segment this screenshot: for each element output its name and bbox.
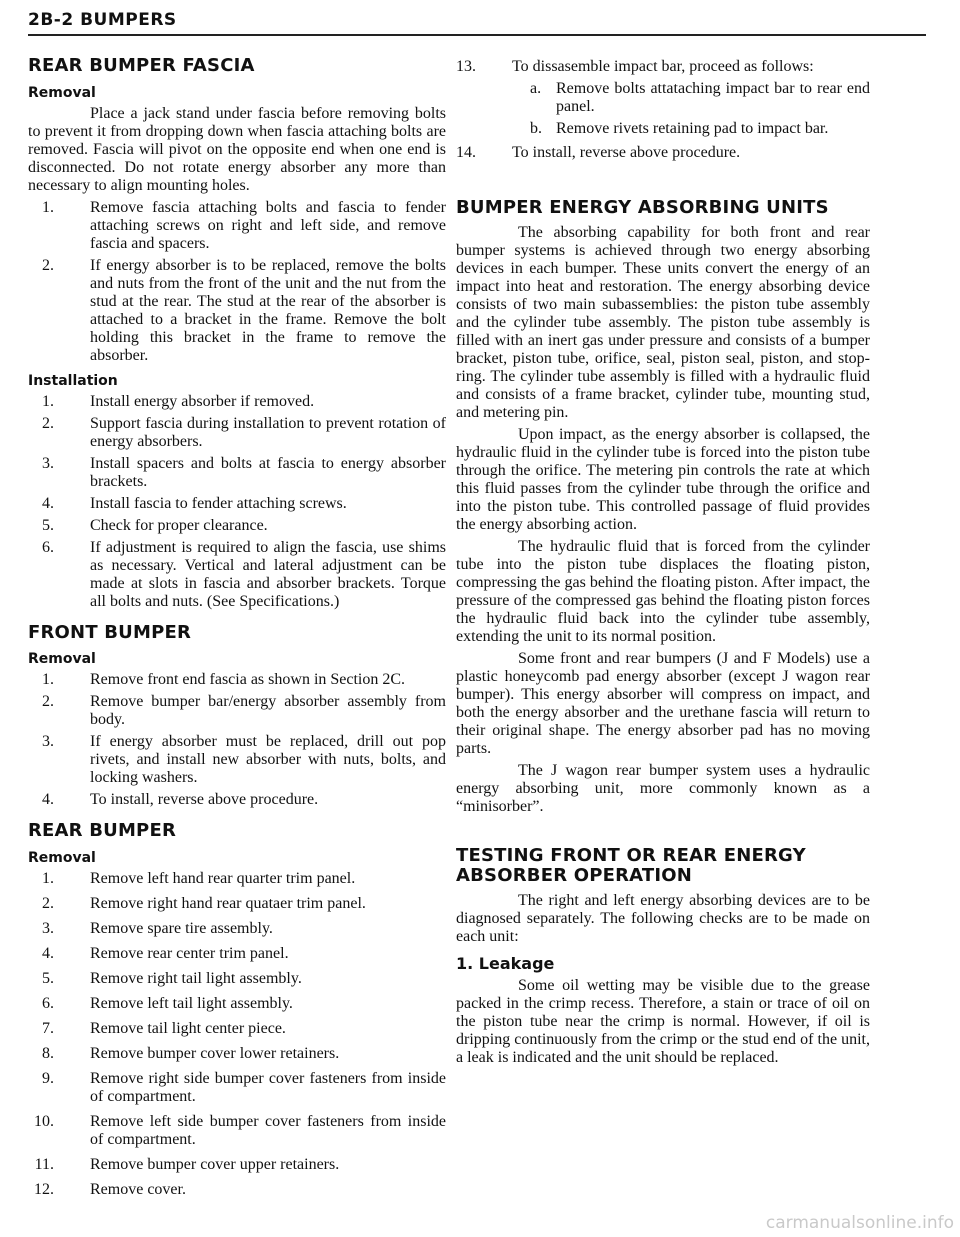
list-item: 2. Remove bumper bar/energy absorber assembly from body. bbox=[42, 693, 446, 729]
watermark: carmanualsonline.info bbox=[765, 1213, 954, 1233]
list-item: 1. Remove front end fascia as shown in Section 2C. bbox=[42, 671, 406, 689]
energy-paragraph: Upon impact, as the energy absorber is collapsed, the hydraulic fluid in the cylinder tube is forced into the piston tube through the orifice. The metering pin controls the rate at which this fluid passes from the cylinder tube through the orifice and into the piston tube. This controlled passage of fluid provides the energy absorbing action. bbox=[456, 425, 870, 533]
energy-paragraph: The J wagon rear bumper system uses a hydraulic energy absorbing unit, more commonly known as a “minisorber”. bbox=[456, 761, 870, 815]
rear-bumper-fascia-heading: REAR BUMPER FASCIA bbox=[28, 55, 255, 76]
energy-paragraph: The absorbing capability for both front and rear bumper systems is achieved through two energy absorbing devices in each bumper. These units convert the energy of an impact into heat and restoration. The energy absorbing device consists of two main subassemblies: the piston tube assembly and the cylinder tube assembly. The piston tube assembly is filled with an inert gas under pressure and consists of a bumper bracket, piston tube, orifice, seal, piston seal, piston, and stop-ring. The cylinder tube assembly is filled with a hydraulic fluid and consists of a frame bracket, cylinder tube, mounting stud, and metering pin. bbox=[456, 223, 870, 421]
left-column bbox=[28, 52, 446, 1206]
front-bumper-removal-heading: Removal bbox=[28, 651, 96, 668]
rear-fascia-installation-heading: Installation bbox=[28, 372, 118, 389]
rear-bumper-steps bbox=[28, 870, 446, 1199]
list-item: 3. Install spacers and bolts at fascia to energy absorber brackets. bbox=[42, 454, 446, 490]
rear-bumper-heading: REAR BUMPER bbox=[28, 820, 177, 842]
energy-paragraph: The hydraulic fluid that is forced from the cylinder tube into the piston tube displaces the floating piston, compressing the gas behind the floating piston. After impact, the pressure of the compressed gas behind the floating piston forces the hydraulic fluid back into the cylinder tube assembly, extending the unit to its normal position. bbox=[456, 537, 870, 645]
list-item: 1. Remove left hand rear quarter trim panel. bbox=[42, 870, 356, 888]
impact-bar-step bbox=[456, 58, 870, 76]
testing-heading-line2: ABSORBER OPERATION bbox=[456, 865, 693, 887]
list-item: 5. Remove right tail light assembly. bbox=[42, 970, 302, 988]
header-rule bbox=[28, 34, 926, 36]
list-item: 3. Remove spare tire assembly. bbox=[42, 920, 273, 938]
list-item: 10. Remove left side bumper cover fasteners from inside of compartment. bbox=[34, 1113, 446, 1149]
list-item: 2. Remove right hand rear quataer trim panel. bbox=[42, 895, 366, 913]
impact-bar-substeps bbox=[456, 80, 870, 138]
list-item: 2. Support fascia during installation to prevent rotation of energy absorbers. bbox=[42, 414, 446, 450]
front-bumper-heading: FRONT BUMPER bbox=[28, 621, 192, 643]
testing-heading bbox=[456, 846, 870, 887]
list-item: 6. If adjustment is required to align the fascia, use shims as necessary. Vertical and lateral adjustment can be made at slots in fascia and absorber brackets. Torque all bolts and nuts. (See Specifications.) bbox=[42, 538, 446, 610]
list-item: 4. Remove rear center trim panel. bbox=[42, 945, 289, 963]
right-column bbox=[456, 52, 870, 1071]
list-item: 4. Install fascia to fender attaching screws. bbox=[42, 494, 347, 512]
list-item: a. Remove bolts attataching impact bar to rear end panel. bbox=[530, 80, 870, 115]
list-item: b. Remove rivets retaining pad to impact bar. bbox=[530, 120, 829, 137]
install-step bbox=[456, 144, 870, 162]
energy-absorbing-units-heading: BUMPER ENERGY ABSORBING UNITS bbox=[456, 197, 829, 218]
rear-fascia-install-steps bbox=[28, 393, 446, 611]
list-item: 7. Remove tail light center piece. bbox=[42, 1020, 286, 1038]
list-item: 14. To install, reverse above procedure. bbox=[456, 144, 741, 161]
list-item: 3. If energy absorber must be replaced, drill out pop rivets, and install new absorber with nuts, bolts, and locking washers. bbox=[42, 733, 446, 787]
list-item: 11. Remove bumper cover upper retainers. bbox=[34, 1156, 340, 1174]
energy-paragraph: Some front and rear bumpers (J and F Models) use a plastic honeycomb pad energy absorber (except J wagon rear bumper). This energy absorber will compress on impact, and both the energy absorber and the urethane fascia will return to their original shape. The energy absorber pad has no moving parts. bbox=[456, 649, 870, 757]
list-item: 6. Remove left tail light assembly. bbox=[42, 995, 293, 1013]
list-item: 8. Remove bumper cover lower retainers. bbox=[42, 1045, 340, 1063]
rear-fascia-removal-steps bbox=[28, 199, 446, 365]
list-item: 4. To install, reverse above procedure. bbox=[42, 791, 319, 809]
front-bumper-steps bbox=[28, 671, 446, 809]
rear-fascia-removal-heading: Removal bbox=[28, 84, 96, 101]
list-item: 1. Remove fascia attaching bolts and fascia to fender attaching screws on right and left side, and remove fascia and spacers. bbox=[42, 198, 446, 252]
list-item: 9. Remove right side bumper cover fasteners from inside of compartment. bbox=[42, 1070, 446, 1106]
rear-fascia-intro: Place a jack stand under fascia before removing bolts to prevent it from dropping down when fascia attaching bolts are removed. Fascia will pivot on the opposite end when one end is disconnected. Do not rotate energy absorber any more than necessary to align mounting holes. bbox=[28, 104, 446, 194]
page-header: 2B-2 BUMPERS bbox=[28, 10, 177, 30]
leakage-heading: 1. Leakage bbox=[456, 954, 555, 974]
list-item: 13. To dissasemble impact bar, proceed as follows: bbox=[456, 58, 814, 75]
testing-heading-line1: TESTING FRONT OR REAR ENERGY bbox=[456, 844, 806, 866]
rear-bumper-removal-heading: Removal bbox=[28, 850, 96, 867]
testing-intro: The right and left energy absorbing devices are to be diagnosed separately. The following checks are to be made on each unit: bbox=[456, 892, 870, 946]
list-item: 5. Check for proper clearance. bbox=[42, 516, 268, 534]
list-item: 2. If energy absorber is to be replaced, remove the bolts and nuts from the front of the unit and the nut from the stud at the rear. The stud at the rear of the absorber is attached to a bracket in the frame. Remove the bolt holding this bracket in the frame to remove the absorber. bbox=[42, 256, 446, 364]
list-item: 1. Install energy absorber if removed. bbox=[42, 392, 315, 410]
leakage-paragraph: Some oil wetting may be visible due to the grease packed in the crimp recess. Therefore, a stain or trace of oil on the piston tube near the crimp is normal. However, if oil is dripping continuously from the crimp or the stud end of the unit, a leak is indicated and the unit should be replaced. bbox=[456, 977, 870, 1067]
list-item: 12. Remove cover. bbox=[34, 1181, 186, 1199]
